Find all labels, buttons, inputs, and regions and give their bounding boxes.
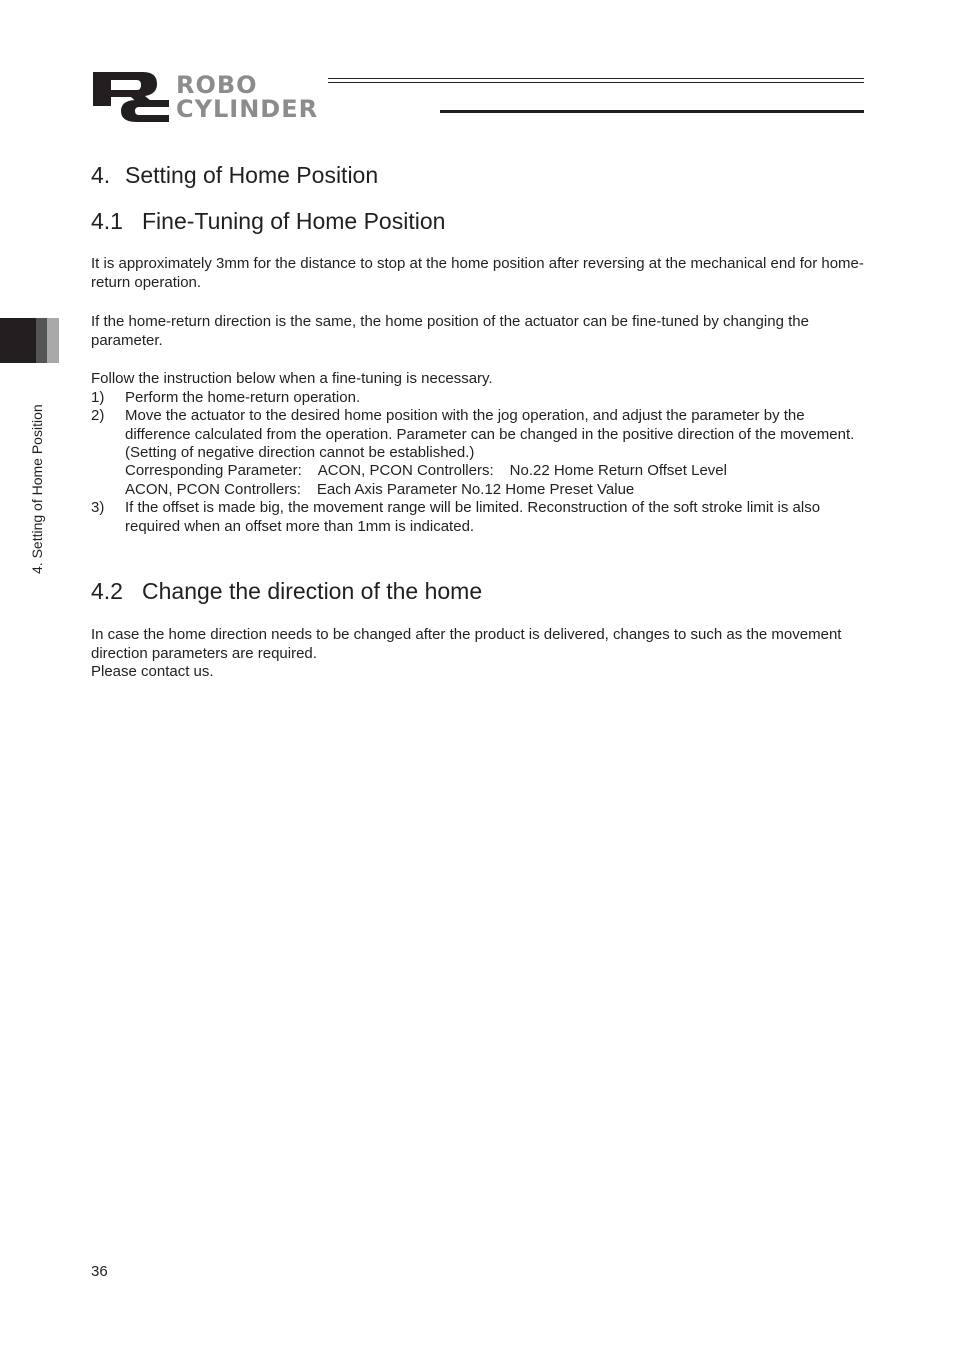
list-item-text: Perform the home-return operation. bbox=[125, 389, 361, 406]
header-rule-bold bbox=[440, 110, 864, 113]
section-4-title: Setting of Home Position bbox=[125, 162, 379, 188]
section-4-1-number: 4.1 bbox=[91, 208, 123, 234]
parameter-controllers: ACON, PCON Controllers: bbox=[317, 462, 494, 479]
side-tab-block-light bbox=[47, 318, 59, 363]
parameter-value: Each Axis Parameter No.12 Home Preset Value bbox=[316, 481, 635, 498]
header-rule-middle bbox=[328, 82, 864, 83]
parameter-label: Corresponding Parameter: bbox=[125, 462, 302, 479]
list-item-number: 2) bbox=[91, 407, 105, 424]
side-tab-block-dark bbox=[0, 318, 36, 363]
list-item bbox=[91, 499, 867, 537]
paragraph-instruction-intro: Follow the instruction below when a fine-tuning is necessary. bbox=[91, 370, 493, 387]
list-item bbox=[91, 389, 867, 408]
section-4-1-title: Fine-Tuning of Home Position bbox=[142, 208, 446, 234]
section-4-2-heading bbox=[91, 578, 482, 605]
list-item-number: 1) bbox=[91, 389, 105, 406]
section-4-number: 4. bbox=[91, 162, 111, 188]
paragraph-home-direction: In case the home direction needs to be changed after the product is delivered, changes to such as the movement direction parameters are required. bbox=[91, 626, 842, 662]
list-item-number: 3) bbox=[91, 499, 105, 516]
list-item bbox=[91, 407, 867, 463]
list-item-text: Move the actuator to the desired home position with the jog operation, and adjust the parameter by the difference calculated from the operation. Parameter can be changed in the positive direction of the movement. (Setting of negative direction cannot be established.) bbox=[125, 407, 855, 461]
brand-line-robo: ROBO bbox=[176, 71, 258, 99]
header-rule-top bbox=[328, 78, 864, 79]
paragraph-stop-distance: It is approximately 3mm for the distance to stop at the home position after reversing at the mechanical end for home-return operation. bbox=[91, 255, 864, 291]
section-4-heading bbox=[91, 162, 378, 189]
parameter-line-1 bbox=[125, 462, 727, 481]
parameter-value: No.22 Home Return Offset Level bbox=[509, 462, 727, 479]
side-tab-label: 4. Setting of Home Position bbox=[29, 404, 45, 574]
paragraph-contact: Please contact us. bbox=[91, 663, 214, 680]
section-4-1-heading bbox=[91, 208, 445, 235]
paragraph-fine-tune: If the home-return direction is the same, the home position of the actuator can be fine-tuned by changing the parameter. bbox=[91, 313, 809, 349]
side-tab-block-mid bbox=[36, 318, 47, 363]
section-4-2-number: 4.2 bbox=[91, 578, 123, 604]
parameter-line-2 bbox=[125, 481, 634, 500]
list-item-text: If the offset is made big, the movement range will be limited. Reconstruction of the soft stroke limit is also required when an offset more than 1mm is indicated. bbox=[125, 499, 821, 535]
rc-logo-mark bbox=[91, 70, 171, 124]
section-4-2-title: Change the direction of the home bbox=[142, 578, 483, 604]
parameter-controllers: ACON, PCON Controllers: bbox=[125, 481, 301, 498]
brand-line-cylinder: CYLINDER bbox=[176, 95, 319, 123]
page-number: 36 bbox=[91, 1263, 108, 1280]
